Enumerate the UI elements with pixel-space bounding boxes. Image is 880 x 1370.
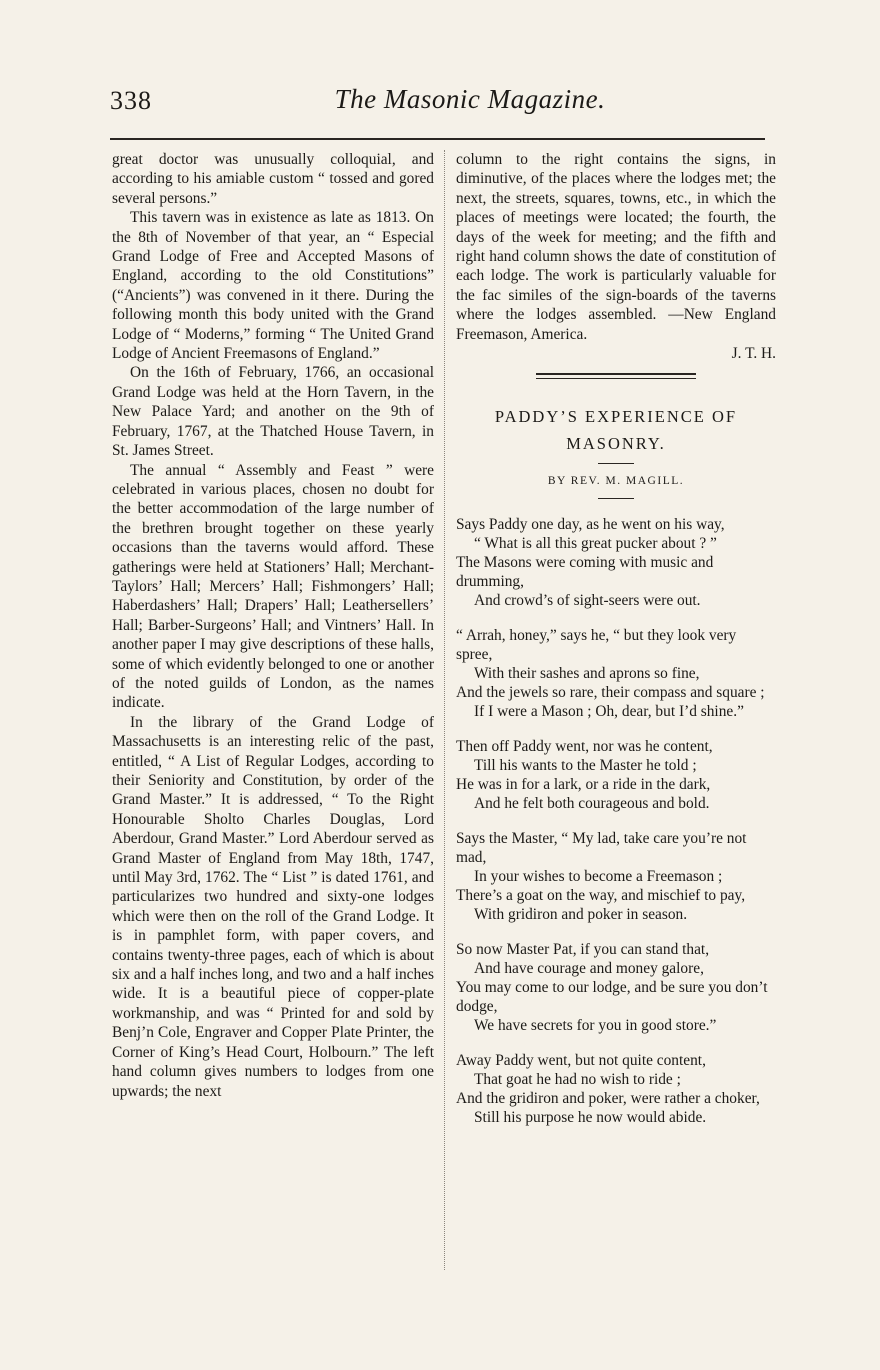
signature: J. T. H. xyxy=(731,345,776,363)
poem-line: That goat he had no wish to ride ; xyxy=(474,1070,681,1088)
running-title: The Masonic Magazine. xyxy=(334,84,606,114)
poem-line: He was in for a lark, or a ride in the dark, xyxy=(456,775,711,793)
poem-title-line: MASONRY. xyxy=(566,434,666,454)
paragraph: This tavern was in existence as late as 1813. On the 8th of November of that year, an “ Especial Grand Lodge of Free and Accepted Masons of England, according to the old Constitutions” (“Ancients”) was convened in it there. During the following month this body united with the Grand Lodge of “ Moderns,” forming “ The United Grand Lodge of Ancient Freemasons of England.” xyxy=(112,209,434,363)
poem-line: So now Master Pat, if you can stand that, xyxy=(456,940,710,958)
poem-line: Says the Master, “ My lad, take care you’re not mad, xyxy=(456,829,747,866)
stanza xyxy=(456,737,776,813)
paragraph: On the 16th of February, 1766, an occasional Grand Lodge was held at the Horn Tavern, in the New Palace Yard; and another on the 9th of February, 1767, at the Thatched House Tavern, in St. James Street. xyxy=(112,364,434,460)
poem-line: And have courage and money galore, xyxy=(474,959,704,977)
paragraph: The annual “ Assembly and Feast ” were celebrated in various places, chosen no doubt for the better accommodation of the large number of the brethren brought together on these yearly occasions than the taverns would afford. These gatherings were held at Stationers’ Hall; Merchant-Taylors’ Hall; Mercers’ Hall; Fishmongers’ Hall; Haberdashers’ Hall; Drapers’ Hall; Leathersellers’ Hall; Barber-Surgeons’ Hall; and Vintners’ Hall. In another paper I may give descriptions of these halls, some of which evidently belonged to one or another of the noted guilds of London, as the names indicate. xyxy=(112,461,434,712)
short-rule xyxy=(598,463,634,464)
poem-line: We have secrets for you in good store.” xyxy=(474,1016,717,1034)
poem-line: “ What is all this great pucker about ? ” xyxy=(474,534,717,552)
poem-line: Then off Paddy went, nor was he content, xyxy=(456,737,713,755)
stanza xyxy=(456,1051,776,1127)
byline: BY REV. M. MAGILL. xyxy=(547,475,685,488)
section-divider xyxy=(536,373,696,379)
stanza xyxy=(456,940,776,1035)
paragraph: In the library of the Grand Lodge of Massachusetts is an interesting relic of the past, entitled, “ A List of Regular Lodges, according to their Seniority and Constitution, by order of the Grand Master.” It is addressed, “ To the Right Honourable Sholto Charles Douglas, Lord Aberdour, Grand Master.” Lord Aberdour served as Grand Master of England from May 18th, 1747, until May 3rd, 1762. The “ List ” is dated 1761, and particularizes two hundred and sixty-one lodges which were then on the roll of the Grand Lodge. It is in pamphlet form, with paper covers, and contains twenty-three pages, each of which is about six and a half inches long, and two and a half inches wide. It is a beautiful piece of copper-plate workmanship, and was “ Printed for and sold by Benj’n Cole, Engraver and Copper Plate Printer, the Corner of King’s Head Court, Holbourn.” The left hand column gives numbers to lodges from one upwards; the next xyxy=(112,713,434,1100)
poem-line: The Masons were coming with music and drumming, xyxy=(456,553,714,590)
header-rule xyxy=(110,138,765,140)
poem-line: Still his purpose he now would abide. xyxy=(474,1108,707,1126)
paragraph: column to the right contains the signs, in diminutive, of the places where the lodges met; the next, the streets, squares, towns, etc., in which the places of meetings were located; the fourth, the days of the week for meeting; and the fifth and right hand column shows the date of constitution of each lodge. The work is particularly valuable for the fac similes of the sign-boards of the taverns where the lodges assembled. —New England Freemason, America. xyxy=(456,151,776,343)
poem-line: Away Paddy went, but not quite content, xyxy=(456,1051,706,1069)
page-number: 338 xyxy=(110,86,152,115)
poem-line: Says Paddy one day, as he went on his way, xyxy=(456,515,725,533)
poem-line: And the gridiron and poker, were rather a choker, xyxy=(456,1089,760,1107)
paragraph: great doctor was unusually colloquial, and according to his amiable custom “ tossed and gored several persons.” xyxy=(112,151,434,207)
poem-line: With gridiron and poker in season. xyxy=(474,905,688,923)
poem-line: With their sashes and aprons so fine, xyxy=(474,664,700,682)
column-divider xyxy=(444,150,445,1270)
left-column xyxy=(112,150,434,1101)
stanza xyxy=(456,626,776,721)
poem-line: And he felt both courageous and bold. xyxy=(474,794,710,812)
poem-title-line: PADDY’S EXPERIENCE OF xyxy=(494,407,738,427)
poem-line: And crowd’s of sight-seers were out. xyxy=(474,591,701,609)
poem-title xyxy=(456,403,776,457)
poem-line: And the jewels so rare, their compass and square ; xyxy=(456,683,765,701)
poem-line: If I were a Mason ; Oh, dear, but I’d shine.” xyxy=(474,702,744,720)
right-column xyxy=(456,150,776,1127)
poem-line: There’s a goat on the way, and mischief to pay, xyxy=(456,886,746,904)
poem-line: “ Arrah, honey,” says he, “ but they look very spree, xyxy=(456,626,737,663)
poem-line: You may come to our lodge, and be sure you don’t dodge, xyxy=(456,978,768,1015)
stanza xyxy=(456,515,776,610)
poem-line: Till his wants to the Master he told ; xyxy=(474,756,697,774)
stanza xyxy=(456,829,776,924)
short-rule xyxy=(598,498,634,499)
poem-line: In your wishes to become a Freemason ; xyxy=(474,867,723,885)
